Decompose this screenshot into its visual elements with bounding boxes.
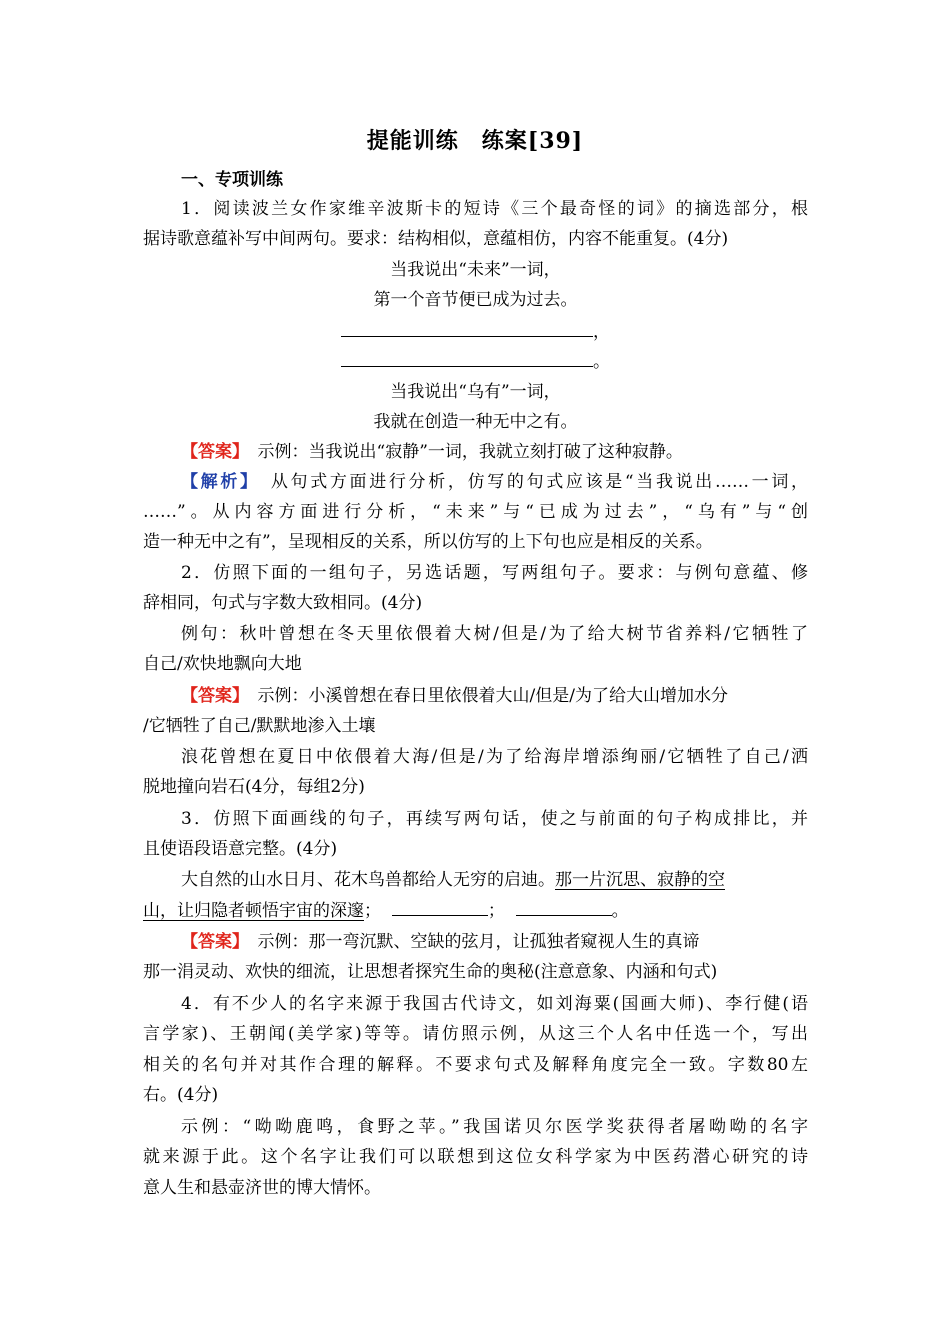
q1-analysis-line-3: 造一种无中之有”，呈现相反的关系，所以仿写的上下句也应是相反的关系。	[143, 532, 713, 552]
poem-line-6: 我就在创造一种无中之有。	[373, 412, 578, 432]
poem-line-1: 当我说出“未来”一词，	[390, 260, 561, 280]
q1-analysis-line-2: ……”。从内容方面进行分析，“未来”与“已成为过去”，“乌有”与“创	[143, 502, 808, 522]
poem-blank-line-1	[143, 318, 808, 345]
q3-text-line-1	[181, 867, 808, 893]
q2-answer-line-1	[181, 683, 808, 709]
q3-text-line-2	[143, 897, 808, 924]
q1-answer-text: 示例：当我说出“寂静”一词，我就立刻打破了这种寂静。	[240, 442, 683, 462]
q1-analysis-line-1	[181, 469, 808, 495]
q2-answer-line-2: /它牺牲了自己/默默地渗入土壤	[143, 716, 376, 736]
answer-tag: 【答案】	[181, 932, 241, 952]
q3-line-1: 3．仿照下面画线的句子，再续写两句话，使之与前面的句子构成排比，并	[181, 809, 808, 829]
answer-tag: 【答案】	[181, 686, 241, 706]
q3-answer-line-1	[181, 929, 808, 955]
q1-line-1: 1．阅读波兰女作家维辛波斯卡的短诗《三个最奇怪的词》的摘选部分，根	[181, 199, 808, 219]
q4-line-1: 4．有不少人的名字来源于我国古代诗文，如刘海粟(国画大师)、李行健(语	[181, 994, 808, 1014]
q2-answer-line-4: 脱地撞向岩石(4分，每组2分)	[143, 777, 365, 797]
poem-blank-line-2	[143, 348, 808, 375]
analysis-tag: 【解析】	[181, 472, 252, 492]
q3-answer-blank-2[interactable]	[516, 897, 612, 916]
poem-period: 。	[593, 352, 610, 372]
q3-underlined-sentence-1: 那一片沉思、寂静的空	[555, 870, 725, 890]
q4-example-line-1: 示例：“呦呦鹿鸣，食野之苹。”我国诺贝尔医学奖获得者屠呦呦的名字	[181, 1117, 808, 1137]
q2-example-line-1: 例句：秋叶曾想在冬天里依偎着大树/但是/为了给大树节省养料/它牺牲了	[181, 624, 808, 644]
q3-underlined-sentence-2: 山，让归隐者顿悟宇宙的深邃	[143, 901, 364, 921]
q3-answer-line-2: 那一涓灵动、欢快的细流，让思想者探究生命的奥秘(注意意象、内涵和句式)	[143, 962, 718, 982]
q4-line-2: 言学家)、王朝闻(美学家)等等。请仿照示例，从这三个人名中任选一个，写出	[143, 1024, 808, 1044]
q1-line-2: 据诗歌意蕴补写中间两句。要求：结构相似，意蕴相仿，内容不能重复。(4分)	[143, 229, 729, 249]
q4-line-3: 相关的名句并对其作合理的解释。不要求句式及解释角度完全一致。字数80左	[143, 1055, 808, 1075]
q4-line-4: 右。(4分)	[143, 1085, 219, 1105]
q1-analysis-text-1: 从句式方面进行分析，仿写的句式应该是“当我说出……一词，	[251, 472, 808, 492]
poem-answer-blank-2[interactable]	[341, 348, 593, 367]
q3-text-plain: 大自然的山水日月、花木鸟兽都给人无穷的启迪。	[181, 870, 555, 890]
answer-tag: 【答案】	[181, 442, 241, 462]
q4-example-line-2: 就来源于此。这个名字让我们可以联想到这位女科学家为中医药潜心研究的诗	[143, 1147, 808, 1167]
q2-example-line-2: 自己/欢快地飘向大地	[143, 654, 302, 674]
poem-line-2: 第一个音节便已成为过去。	[373, 290, 578, 310]
q3-semicolon-2: ；	[487, 901, 505, 921]
q3-period: 。	[611, 901, 629, 921]
q2-line-2: 辞相同，句式与字数大致相同。(4分)	[143, 593, 423, 613]
poem-line-5: 当我说出“乌有”一词，	[390, 382, 561, 402]
q2-answer-line-3: 浪花曾想在夏日中依偎着大海/但是/为了给海岸增添绚丽/它牺牲了自己/洒	[181, 747, 808, 767]
q2-line-1: 2．仿照下面的一组句子，另选话题，写两组句子。要求：与例句意蕴、修	[181, 563, 808, 583]
poem-comma: ，	[593, 322, 610, 342]
q3-line-2: 且使语段语意完整。(4分)	[143, 839, 338, 859]
poem-answer-blank-1[interactable]	[341, 318, 593, 337]
q1-answer	[181, 439, 808, 465]
q4-example-line-3: 意人生和悬壶济世的博大情怀。	[143, 1178, 381, 1198]
q2-answer-text-1: 示例：小溪曾想在春日里依偎着大山/但是/为了给大山增加水分	[240, 686, 728, 706]
q3-answer-text-1: 示例：那一弯沉默、空缺的弦月，让孤独者窥视人生的真谛	[240, 932, 700, 952]
page-title: 提能训练 练案[39]	[366, 128, 584, 154]
section-heading: 一、专项训练	[181, 170, 283, 190]
q3-semicolon-1: ；	[364, 901, 381, 921]
q3-answer-blank-1[interactable]	[392, 897, 488, 916]
